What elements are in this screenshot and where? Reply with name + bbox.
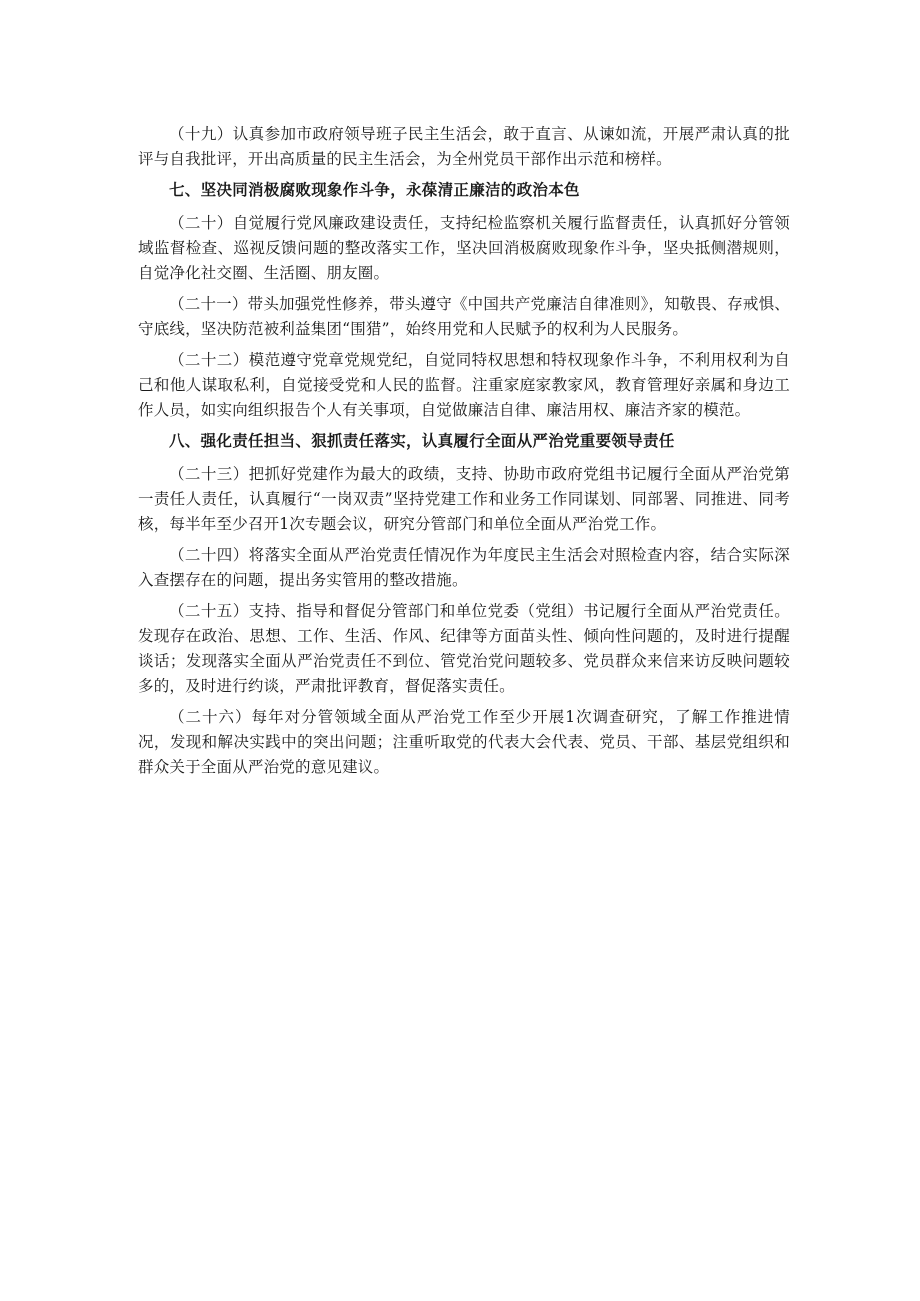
- paragraph-20: （二十）自觉履行党风廉政建设责任，支持纪检监察机关履行监督责任，认真抓好分管领域监督检查、巡视反馈问题的整改落实工作，坚决回消极腐败现象作斗争，坚央抵侧潜规则，自觉净化社交圈、生活圈、朋友圈。: [138, 214, 790, 282]
- section-heading-7: 七、坚决同消极腐败现象作斗争，永葆清正廉洁的政治本色: [169, 181, 580, 199]
- paragraph-22: （二十二）模范遵守党章党规党纪，自觉同特权思想和特权现象作斗争，不利用权利为自己和他人谋取私利，自觉接受党和人民的监督。注重家庭家教家风，教育管理好亲属和身边工作人员，如实向组织报告个人有关事项，自觉做廉洁自律、廉洁用权、廉洁齐家的模范。: [138, 351, 790, 419]
- paragraph-21: （二十一）带头加强党性修养，带头遵守《中国共产党廉洁自律准则》，知敬畏、存戒惧、守底线，坚决防范被利益集团“围猎”，始终用党和人民赋予的权利为人民服务。: [138, 295, 790, 338]
- paragraph-24: （二十四）将落实全面从严治党责任情况作为年度民主生活会对照检查内容，结合实际深入查摆存在的问题，提出务实管用的整改措施。: [138, 546, 790, 589]
- paragraph-25: （二十五）支持、指导和督促分管部门和单位党委（党组）书记履行全面从严治党责任。发现存在政治、思想、工作、生活、作风、纪律等方面苗头性、倾向性问题的，及时进行提醒谈话；发现落实全面从严治党责任不到位、管党治党问题较多、党员群众来信来访反映问题较多的，及时进行约谈，严肃批评教育，督促落实责任。: [138, 602, 790, 695]
- section-heading-8: 八、强化责任担当、狠抓责任落实，认真履行全面从严治党重要领导责任: [169, 432, 675, 450]
- document-body: [138, 122, 790, 786]
- paragraph-23: （二十三）把抓好党建作为最大的政绩，支持、协助市政府党组书记履行全面从严治党第一责任人责任，认真履行“一岗双责”坚持党建工作和业务工作同谋划、同部署、同推进、同考核，每半年至少召开1次专题会议，研究分管部门和单位全面从严治党工作。: [138, 465, 790, 533]
- paragraph-26: （二十六）每年对分管领域全面从严治党工作至少开展1次调查研究，了解工作推进情况，发现和解决实践中的突出问题；注重听取党的代表大会代表、党员、干部、基层党组织和群众关于全面从严治党的意见建议。: [138, 708, 790, 776]
- paragraph-19: （十九）认真参加市政府领导班子民主生活会，敢于直言、从谏如流，开展严肃认真的批评与自我批评，开出高质量的民主生活会，为全州党员干部作出示范和榜样。: [138, 125, 790, 168]
